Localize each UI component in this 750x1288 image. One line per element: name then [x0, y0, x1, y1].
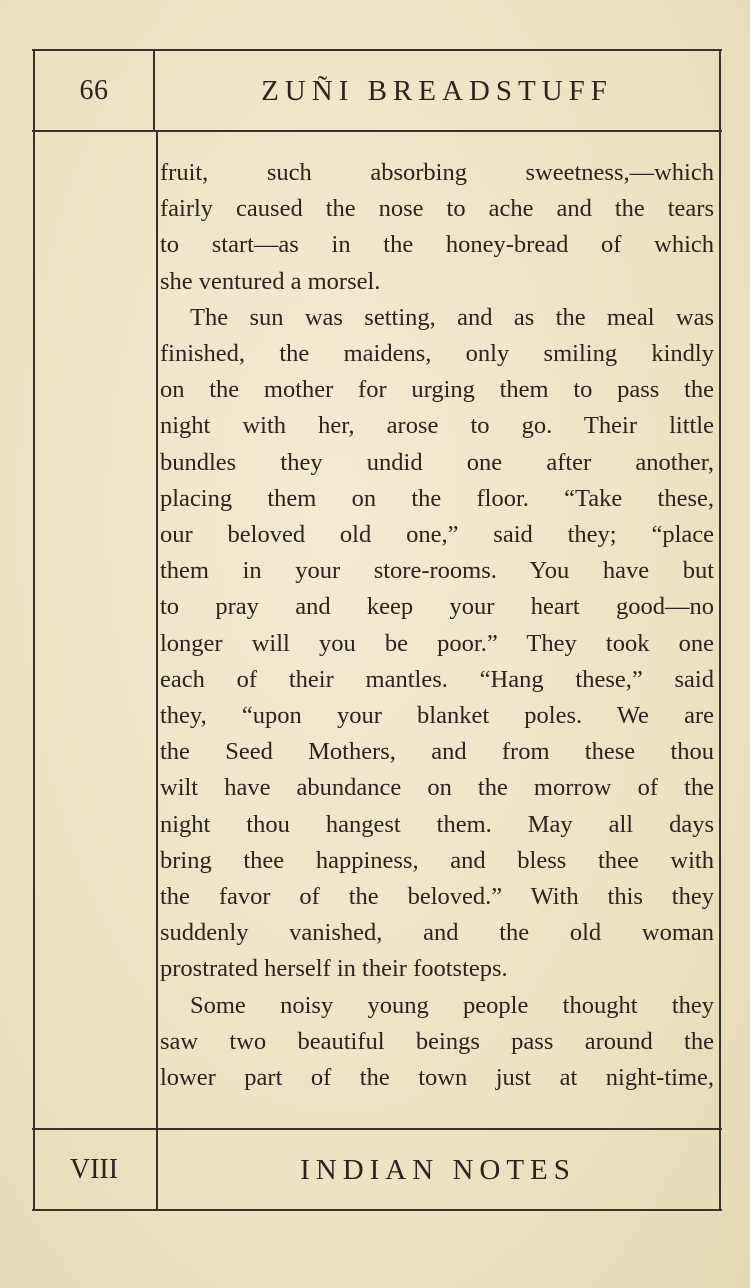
text-line: the Seed Mothers, and from these thou — [160, 738, 714, 766]
text-line: bundles they undid one after another, — [160, 448, 714, 476]
text-line: on the mother for urging them to pass the — [160, 376, 714, 404]
text-line: to pray and keep your heart good—no — [160, 593, 714, 621]
margin-divider-rule — [156, 130, 158, 1211]
text-line: suddenly vanished, and the old woman — [160, 919, 714, 947]
text-line: our beloved old one,” said they; “place — [160, 521, 714, 549]
text-line: finished, the maidens, only smiling kindly — [160, 340, 714, 368]
text-line: Some noisy young people thought they — [190, 991, 714, 1019]
text-line: the favor of the beloved.” With this they — [160, 883, 714, 911]
text-line: bring thee happiness, and bless thee with — [160, 846, 714, 874]
text-line: night with her, arose to go. Their little — [160, 412, 714, 440]
text-line: fruit, such absorbing sweetness,—which — [160, 159, 714, 186]
running-title: ZUÑI BREADSTUFF — [261, 74, 613, 107]
text-line: to start—as in the honey-bread of which — [160, 231, 714, 259]
text-line: night thou hangest them. May all days — [160, 810, 714, 838]
text-line: fairly caused the nose to ache and the tears — [160, 195, 714, 223]
footer-title: INDIAN NOTES — [300, 1153, 576, 1186]
body-text — [160, 155, 714, 1096]
text-line: longer will you be poor.” They took one — [160, 629, 714, 657]
text-line: wilt have abundance on the morrow of the — [160, 774, 714, 802]
footer-numeral: VIII — [69, 1154, 119, 1185]
text-line: each of their mantles. “Hang these,” said — [160, 665, 714, 693]
text-line: The sun was setting, and as the meal was — [190, 303, 714, 331]
text-line: prostrated herself in their footsteps. — [160, 955, 508, 983]
text-line: lower part of the town just at night-time, — [160, 1064, 714, 1092]
left-frame-rule — [33, 49, 35, 1211]
right-frame-rule — [719, 49, 721, 1211]
text-line: saw two beautiful beings pass around the — [160, 1027, 714, 1055]
text-line: she ventured a morsel. — [160, 267, 381, 295]
page-number: 66 — [79, 75, 109, 106]
text-line: them in your store-rooms. You have but — [160, 557, 714, 585]
text-line: placing them on the floor. “Take these, — [160, 484, 714, 512]
text-line: they, “upon your blanket poles. We are — [160, 702, 714, 730]
